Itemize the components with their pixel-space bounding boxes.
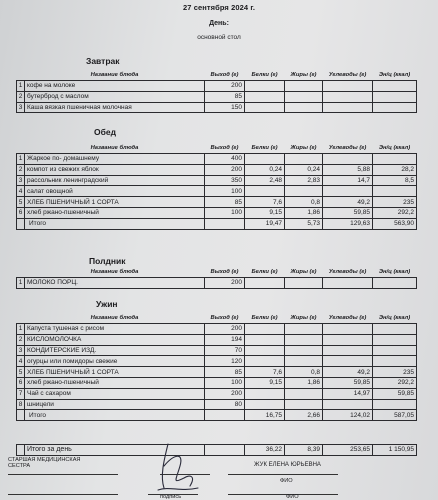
day-total-table — [16, 444, 417, 456]
sign-label: подпись — [160, 494, 182, 500]
dish-fat — [285, 81, 323, 92]
dish-fat: 0,8 — [285, 367, 323, 378]
dish-energy — [373, 81, 417, 92]
role-underline — [8, 474, 118, 475]
table-row — [17, 197, 417, 208]
dish-output: 70 — [205, 345, 245, 356]
dish-energy — [373, 345, 417, 356]
dish-protein — [245, 186, 285, 197]
role-title: СТАРШАЯ МЕДИЦИНСКАЯ СЕСТРА — [8, 457, 81, 469]
row-number: 2 — [17, 91, 25, 102]
dish-protein — [245, 399, 285, 410]
dish-protein: 7,6 — [245, 197, 285, 208]
dish-fat: 1,86 — [285, 377, 323, 388]
dish-fat — [285, 102, 323, 113]
table-row — [17, 164, 417, 175]
snack-header-row — [17, 266, 417, 278]
dish-name: Капуста тушеная с рисом — [25, 324, 205, 335]
total-label: Итого — [25, 410, 205, 421]
dish-fat — [285, 399, 323, 410]
total-energy: 587,05 — [373, 410, 417, 421]
dinner-header-row — [17, 312, 417, 324]
menu-date: 27 сентября 2024 г. — [182, 3, 256, 12]
dish-name: Чай с сахаром — [25, 388, 205, 399]
bottom-underline-1 — [8, 494, 118, 495]
dish-fat: 2,83 — [285, 175, 323, 186]
total-output — [205, 218, 245, 229]
column-header-energy: Эн/ц (ккал) — [378, 268, 411, 275]
dish-energy — [373, 324, 417, 335]
day-total-carbs: 253,65 — [323, 445, 373, 456]
dish-output: 350 — [205, 175, 245, 186]
row-number: 1 — [17, 324, 25, 335]
table-row — [17, 175, 417, 186]
column-header-name: Название блюда — [90, 71, 139, 78]
dish-protein — [245, 102, 285, 113]
dish-carbs — [323, 334, 373, 345]
dish-protein — [245, 324, 285, 335]
column-header-fat: Жиры (г) — [290, 71, 317, 78]
table-row — [17, 356, 417, 367]
dish-output: 150 — [205, 102, 245, 113]
dish-energy — [373, 91, 417, 102]
day-total-fat: 8,39 — [285, 445, 323, 456]
row-number: 4 — [17, 186, 25, 197]
dish-carbs: 14,7 — [323, 175, 373, 186]
table-row — [17, 154, 417, 165]
column-header-output: Выход (г) — [210, 314, 239, 321]
dish-protein — [245, 154, 285, 165]
dish-protein — [245, 278, 285, 289]
dish-name: хлеб ржано-пшеничный — [25, 377, 205, 388]
dish-protein — [245, 356, 285, 367]
fio-label: ФИО — [280, 478, 293, 484]
row-number: 6 — [17, 207, 25, 218]
name-underline — [228, 474, 338, 475]
dish-protein: 7,6 — [245, 367, 285, 378]
dish-protein: 9,15 — [245, 207, 285, 218]
dish-protein — [245, 345, 285, 356]
breakfast-table — [16, 69, 417, 113]
dish-name: Каша вязкая пшеничная молочная — [25, 102, 205, 113]
dish-carbs — [323, 399, 373, 410]
column-header-carbs: Углеводы (г) — [328, 144, 367, 151]
dish-name: компот из свежих яблок — [25, 164, 205, 175]
dish-name: Жаркое по- домашнему — [25, 154, 205, 165]
dish-fat — [285, 91, 323, 102]
snack-table — [16, 266, 417, 289]
table-row — [17, 399, 417, 410]
dish-fat — [285, 356, 323, 367]
row-number: 2 — [17, 334, 25, 345]
breakfast-header-row — [17, 69, 417, 81]
row-number: 3 — [17, 175, 25, 186]
column-header-energy: Эн/ц (ккал) — [378, 314, 411, 321]
dish-energy: 292,2 — [373, 207, 417, 218]
dish-output: 194 — [205, 334, 245, 345]
table-row — [17, 186, 417, 197]
dish-protein — [245, 334, 285, 345]
dish-energy — [373, 278, 417, 289]
row-number: 5 — [17, 367, 25, 378]
total-output — [205, 410, 245, 421]
total-blank — [17, 218, 25, 229]
lunch-title: Обед — [94, 127, 116, 137]
total-label: Итого — [25, 218, 205, 229]
dish-carbs: 49,2 — [323, 197, 373, 208]
dish-output: 100 — [205, 207, 245, 218]
dish-energy: 28,2 — [373, 164, 417, 175]
dish-carbs: 59,85 — [323, 377, 373, 388]
total-fat: 2,66 — [285, 410, 323, 421]
dish-carbs: 5,88 — [323, 164, 373, 175]
total-energy: 563,90 — [373, 218, 417, 229]
dish-energy — [373, 186, 417, 197]
column-header-protein: Белки (г) — [251, 268, 278, 275]
snack-title: Полдник — [89, 256, 126, 266]
dish-energy — [373, 356, 417, 367]
row-number: 3 — [17, 345, 25, 356]
dish-energy — [373, 399, 417, 410]
dish-name: кофе на молоке — [25, 81, 205, 92]
dish-fat — [285, 154, 323, 165]
dish-fat — [285, 334, 323, 345]
column-header-fat: Жиры (г) — [290, 314, 317, 321]
table-row — [17, 324, 417, 335]
dish-output: 200 — [205, 324, 245, 335]
total-protein: 16,75 — [245, 410, 285, 421]
dish-carbs: 14,97 — [323, 388, 373, 399]
dish-energy: 8,5 — [373, 175, 417, 186]
row-number: 5 — [17, 197, 25, 208]
row-number: 1 — [17, 278, 25, 289]
table-row — [17, 377, 417, 388]
dish-name: рассольник ленинградский — [25, 175, 205, 186]
dish-carbs — [323, 278, 373, 289]
column-header-fat: Жиры (г) — [290, 144, 317, 151]
dish-name: шницели — [25, 399, 205, 410]
column-header-protein: Белки (г) — [251, 314, 278, 321]
day-total-row — [17, 445, 417, 456]
dinner-title: Ужин — [96, 299, 118, 309]
dish-name: ХЛЕБ ПШЕНИЧНЫЙ 1 СОРТА — [25, 367, 205, 378]
dinner-table — [16, 312, 417, 421]
lunch-table — [16, 142, 417, 230]
column-header-energy: Эн/ц (ккал) — [378, 144, 411, 151]
dish-carbs: 59,85 — [323, 207, 373, 218]
dish-carbs — [323, 154, 373, 165]
table-row — [17, 388, 417, 399]
dish-name: ХЛЕБ ПШЕНИЧНЫЙ 1 СОРТА — [25, 197, 205, 208]
dish-protein — [245, 91, 285, 102]
column-header-name: Название блюда — [90, 268, 139, 275]
dish-output: 85 — [205, 91, 245, 102]
column-header-carbs: Углеводы (г) — [328, 71, 367, 78]
total-protein: 19,47 — [245, 218, 285, 229]
dish-carbs — [323, 91, 373, 102]
dish-carbs — [323, 81, 373, 92]
lunch-header-row — [17, 142, 417, 154]
row-number: 1 — [17, 81, 25, 92]
dish-fat: 0,8 — [285, 197, 323, 208]
table-type: основной стол — [197, 34, 241, 41]
dish-carbs — [323, 356, 373, 367]
dish-name: МОЛОКО ПОРЦ. — [25, 278, 205, 289]
person-name: ЖУК ЕЛЕНА ЮРЬЕВНА — [254, 462, 321, 468]
signature-scribble — [150, 436, 210, 496]
day-label: День: — [209, 20, 229, 27]
dish-fat: 0,24 — [285, 164, 323, 175]
dish-protein: 0,24 — [245, 164, 285, 175]
table-row — [17, 91, 417, 102]
row-number: 6 — [17, 377, 25, 388]
table-row — [17, 345, 417, 356]
dish-output: 120 — [205, 356, 245, 367]
dish-fat — [285, 278, 323, 289]
dish-carbs: 49,2 — [323, 367, 373, 378]
table-row — [17, 334, 417, 345]
dish-energy — [373, 102, 417, 113]
column-header-energy: Эн/ц (ккал) — [378, 71, 411, 78]
dish-energy: 59,85 — [373, 388, 417, 399]
total-blank — [17, 410, 25, 421]
dish-fat — [285, 186, 323, 197]
row-number: 7 — [17, 388, 25, 399]
column-header-output: Выход (г) — [210, 144, 239, 151]
column-header-name: Название блюда — [90, 144, 139, 151]
dish-carbs — [323, 186, 373, 197]
dish-fat: 1,86 — [285, 207, 323, 218]
total-carbs: 129,63 — [323, 218, 373, 229]
table-row — [17, 81, 417, 92]
row-number: 3 — [17, 102, 25, 113]
row-number: 2 — [17, 164, 25, 175]
bottom-underline-3 — [228, 494, 338, 495]
column-header-fat: Жиры (г) — [290, 268, 317, 275]
dish-fat — [285, 345, 323, 356]
column-header-output: Выход (г) — [210, 268, 239, 275]
row-number: 4 — [17, 356, 25, 367]
dish-output: 200 — [205, 278, 245, 289]
dish-fat — [285, 388, 323, 399]
breakfast-title: Завтрак — [86, 56, 120, 66]
dish-output: 200 — [205, 81, 245, 92]
dish-output: 200 — [205, 388, 245, 399]
dish-energy: 292,2 — [373, 377, 417, 388]
dish-output: 80 — [205, 399, 245, 410]
column-header-output: Выход (г) — [210, 71, 239, 78]
dish-name: салат овощной — [25, 186, 205, 197]
column-header-carbs: Углеводы (г) — [328, 314, 367, 321]
row-number: 1 — [17, 154, 25, 165]
column-header-name: Название блюда — [90, 314, 139, 321]
row-number: 8 — [17, 399, 25, 410]
table-row — [17, 102, 417, 113]
dish-protein: 2,48 — [245, 175, 285, 186]
dish-carbs — [323, 345, 373, 356]
column-header-protein: Белки (г) — [251, 71, 278, 78]
fio-label-2: ФИО — [286, 494, 299, 500]
table-row — [17, 278, 417, 289]
column-header-carbs: Углеводы (г) — [328, 268, 367, 275]
lunch-total-row — [17, 218, 417, 229]
day-total-protein: 36,22 — [245, 445, 285, 456]
day-total-label: Итого за день — [25, 445, 205, 456]
dinner-total-row — [17, 410, 417, 421]
table-row — [17, 367, 417, 378]
dish-energy: 235 — [373, 367, 417, 378]
dish-output: 85 — [205, 367, 245, 378]
dish-output: 200 — [205, 164, 245, 175]
dish-output: 100 — [205, 377, 245, 388]
dish-name: КИСЛОМОЛОЧКА — [25, 334, 205, 345]
dish-energy — [373, 154, 417, 165]
dish-carbs — [323, 324, 373, 335]
dish-carbs — [323, 102, 373, 113]
total-carbs: 124,02 — [323, 410, 373, 421]
dish-fat — [285, 324, 323, 335]
dish-output: 85 — [205, 197, 245, 208]
table-row — [17, 207, 417, 218]
dish-name: КОНДИТЕРСКИЕ ИЗД. — [25, 345, 205, 356]
dish-output: 400 — [205, 154, 245, 165]
dish-name: бутерброд с маслом — [25, 91, 205, 102]
column-header-protein: Белки (г) — [251, 144, 278, 151]
dish-energy: 235 — [373, 197, 417, 208]
dish-energy — [373, 334, 417, 345]
total-fat: 5,73 — [285, 218, 323, 229]
dish-protein — [245, 81, 285, 92]
dish-name: хлеб ржано-пшеничный — [25, 207, 205, 218]
dish-output: 100 — [205, 186, 245, 197]
dish-protein — [245, 388, 285, 399]
day-total-energy: 1 150,95 — [373, 445, 417, 456]
dish-protein: 9,15 — [245, 377, 285, 388]
dish-name: огурцы или помидоры свежие — [25, 356, 205, 367]
